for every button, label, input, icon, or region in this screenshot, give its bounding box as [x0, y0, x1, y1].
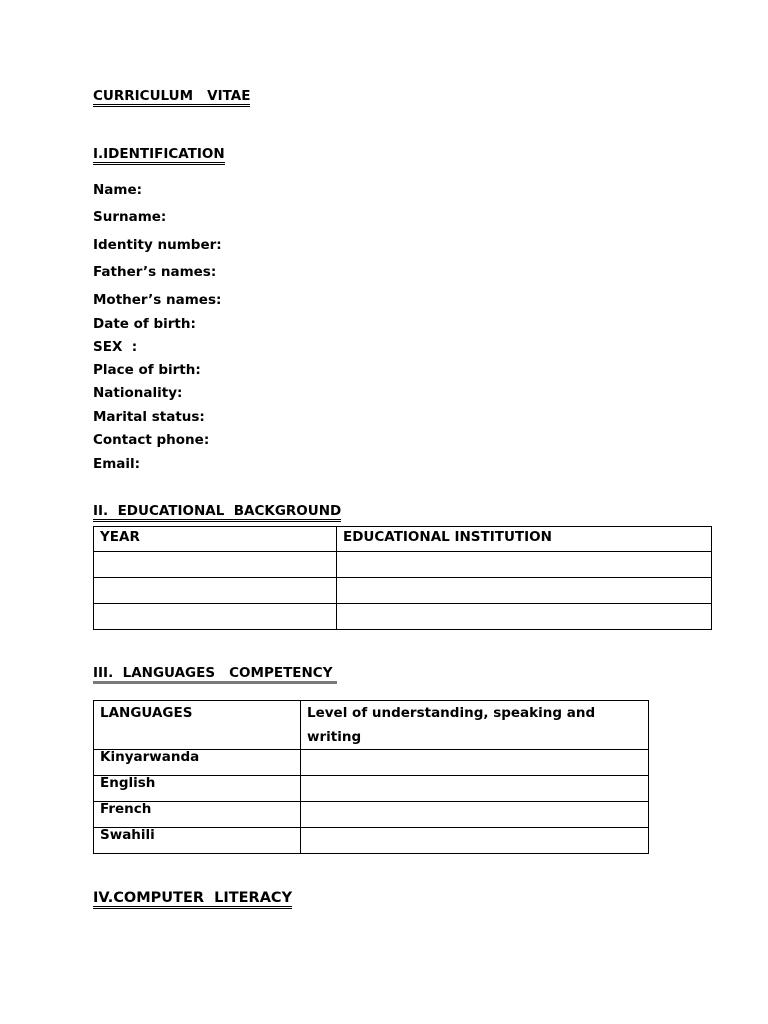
identification-heading: I.IDENTIFICATION — [93, 146, 225, 165]
languages-header-language: LANGUAGES — [94, 701, 301, 750]
field-fathers-names: Father’s names: — [93, 264, 217, 280]
field-name: Name: — [93, 182, 143, 198]
computer-literacy-heading: IV.COMPUTER LITERACY — [93, 890, 292, 909]
field-date-of-birth: Date of birth: — [93, 316, 196, 332]
table-row — [94, 802, 649, 828]
education-header-institution: EDUCATIONAL INSTITUTION — [337, 527, 712, 552]
field-contact-phone: Contact phone: — [93, 432, 210, 448]
language-name: Swahili — [94, 828, 301, 854]
education-table — [93, 526, 712, 630]
education-heading: II. EDUCATIONAL BACKGROUND — [93, 503, 341, 522]
field-place-of-birth: Place of birth: — [93, 362, 201, 378]
table-row — [94, 750, 649, 776]
language-level — [301, 828, 649, 854]
language-level — [301, 802, 649, 828]
education-cell-institution — [337, 578, 712, 604]
languages-header-row — [94, 701, 649, 750]
language-name: English — [94, 776, 301, 802]
languages-header-level: Level of understanding, speaking and writing — [301, 701, 649, 750]
language-name: Kinyarwanda — [94, 750, 301, 776]
education-cell-year — [94, 604, 337, 630]
education-header-row — [94, 527, 712, 552]
education-cell-institution — [337, 604, 712, 630]
language-level — [301, 776, 649, 802]
field-identity-number: Identity number: — [93, 237, 222, 253]
education-header-year: YEAR — [94, 527, 337, 552]
table-row — [94, 604, 712, 630]
languages-heading: III. LANGUAGES COMPETENCY — [93, 665, 337, 684]
education-cell-year — [94, 578, 337, 604]
languages-table — [93, 700, 649, 854]
table-row — [94, 776, 649, 802]
table-row — [94, 828, 649, 854]
field-nationality: Nationality: — [93, 385, 183, 401]
field-marital-status: Marital status: — [93, 409, 205, 425]
document-title: CURRICULUM VITAE — [93, 88, 250, 107]
language-level — [301, 750, 649, 776]
education-cell-institution — [337, 552, 712, 578]
language-name: French — [94, 802, 301, 828]
field-mothers-names: Mother’s names: — [93, 292, 222, 308]
table-row — [94, 552, 712, 578]
field-email: Email: — [93, 456, 141, 472]
education-cell-year — [94, 552, 337, 578]
field-sex: SEX : — [93, 339, 138, 355]
table-row — [94, 578, 712, 604]
field-surname: Surname: — [93, 209, 167, 225]
